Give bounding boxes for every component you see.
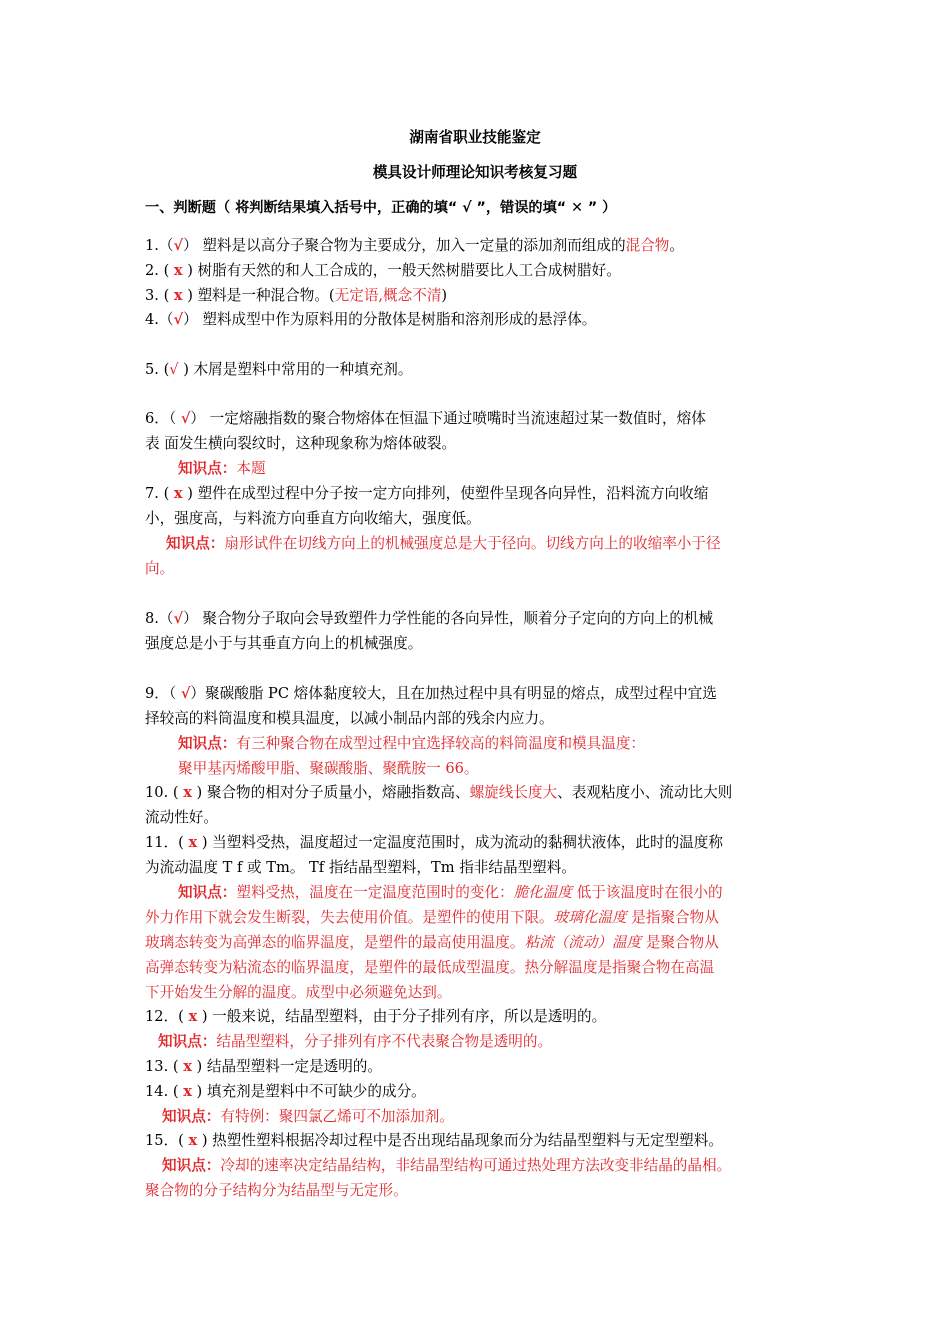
question-13: 13. ( x ) 结晶型塑料一定是透明的。 — [145, 1058, 382, 1075]
knowledge-point-cont: 玻璃态转变为高弹态的临界温度，是塑件的最高使用温度。粘流（流动）温度 是聚合物从 — [145, 934, 719, 951]
answer-mark: √ — [173, 311, 184, 328]
answer-mark: x — [173, 287, 183, 304]
question-6: 6．（ √） 一定熔融指数的聚合物熔体在恒温下通过喷嘴时当流速超过某一数值时，熔体 — [145, 410, 706, 427]
answer-mark: x — [188, 834, 198, 851]
question-7: 7. ( x ) 塑件在成型过程中分子按一定方向排列，使塑件呈现各向异性，沿料流方向收缩 — [145, 485, 709, 502]
answer-mark: x — [188, 1008, 198, 1025]
question-8: 8.（√） 聚合物分子取向会导致塑件力学性能的各向异性，顺着分子定向的方向上的机械 — [145, 610, 714, 627]
answer-mark: x — [183, 784, 192, 801]
section-heading: 一、判断题（ 将判断结果填入括号中，正确的填“ √ ”，错误的填“ ✕ ” ） — [145, 200, 617, 216]
knowledge-point: 知识点：本题 — [178, 460, 266, 477]
knowledge-point: 知识点：结晶型塑料，分子排列有序不代表聚合物是透明的。 — [158, 1033, 553, 1050]
answer-mark: √ — [169, 361, 179, 378]
question-15: 15．( x ) 热塑性塑料根据冷却过程中是否出现结晶现象而分为结晶型塑料与无定型塑料。 — [145, 1132, 723, 1149]
question-11-cont: 为流动温度 T f 或 Tm。 Tf 指结晶型塑料，Tm 指非结晶型塑料。 — [145, 859, 576, 876]
knowledge-point: 知识点：有三种聚合物在成型过程中宜选择较高的料筒温度和模具温度： — [178, 735, 646, 752]
knowledge-point: 知识点：有特例：聚四氯乙烯可不加添加剂。 — [162, 1108, 454, 1125]
answer-mark: x — [183, 1083, 192, 1100]
knowledge-point: 知识点：塑料受热，温度在一定温度范围时的变化：脆化温度 低于该温度时在很小的 — [178, 884, 723, 901]
knowledge-point: 知识点：扇形试件在切线方向上的机械强度总是大于径向。切线方向上的收缩率小于径 — [166, 535, 721, 552]
answer-mark: x — [173, 485, 183, 502]
knowledge-point: 知识点：冷却的速率决定结晶结构，非结晶型结构可通过热处理方法改变非结晶的晶相。 — [162, 1157, 732, 1174]
document-subtitle: 模具设计师理论知识考核复习题 — [372, 164, 578, 181]
question-10-cont: 流动性好。 — [145, 809, 218, 826]
knowledge-point-cont: 高弹态转变为粘流态的临界温度，是塑件的最低成型温度。热分解温度是指聚合物在高温 — [145, 959, 715, 976]
question-6-cont: 表 面发生横向裂纹时，这种现象称为熔体破裂。 — [145, 435, 457, 452]
question-11: 11．( x ) 当塑料受热，温度超过一定温度范围时，成为流动的黏稠状液体，此时的温度称 — [145, 834, 723, 851]
knowledge-point-cont: 聚甲基丙烯酸甲脂、聚碳酸脂、聚酰胺一 66。 — [178, 760, 479, 777]
document-title: 湖南省职业技能鉴定 — [409, 129, 541, 146]
question-2: 2. ( x ) 树脂有天然的和人工合成的，一般天然树腊要比人工合成树腊好。 — [145, 262, 621, 279]
answer-mark: x — [173, 262, 183, 279]
answer-mark: √ — [180, 685, 191, 702]
knowledge-point-cont: 下开始发生分解的温度。成型中必须避免达到。 — [145, 984, 452, 1001]
question-7-cont: 小，强度高，与料流方向垂直方向收缩大，强度低。 — [145, 510, 481, 527]
answer-mark: √ — [173, 610, 184, 627]
question-1: 1.（√） 塑料是以高分子聚合物为主要成分，加入一定量的添加剂而组成的混合物。 — [145, 237, 684, 254]
answer-mark: √ — [180, 410, 191, 427]
question-4: 4.（√） 塑料成型中作为原料用的分散体是树脂和溶剂形成的悬浮体。 — [145, 311, 597, 328]
question-10: 10. ( x ) 聚合物的相对分子质量小，熔融指数高、螺旋线长度大、表观粘度小、流动比大则 — [145, 784, 733, 801]
question-9-cont: 择较高的料筒温度和模具温度，以减小制品内部的残余内应力。 — [145, 710, 554, 727]
answer-mark: x — [188, 1132, 198, 1149]
knowledge-point-cont: 聚合物的分子结构分为结晶型与无定形。 — [145, 1182, 408, 1199]
knowledge-point-cont: 向。 — [145, 560, 175, 577]
question-8-cont: 强度总是小于与其垂直方向上的机械强度。 — [145, 635, 423, 652]
question-9: 9．（ √）聚碳酸脂 PC 熔体黏度较大，且在加热过程中具有明显的熔点，成型过程中宜选 — [145, 685, 717, 702]
question-5: 5. (√ ) 木屑是塑料中常用的一种填充剂。 — [145, 361, 413, 378]
question-14: 14. ( x ) 填充剂是塑料中不可缺少的成分。 — [145, 1083, 426, 1100]
question-12: 12．( x ) 一般来说，结晶型塑料，由于分子排列有序，所以是透明的。 — [145, 1008, 607, 1025]
answer-mark: √ — [173, 237, 184, 254]
question-3: 3. ( x ) 塑料是一种混合物。(无定语,概念不清) — [145, 287, 448, 304]
answer-mark: x — [183, 1058, 192, 1075]
knowledge-point-cont: 外力作用下就会发生断裂，失去使用价值。是塑件的使用下限。玻璃化温度 是指聚合物从 — [145, 909, 719, 926]
